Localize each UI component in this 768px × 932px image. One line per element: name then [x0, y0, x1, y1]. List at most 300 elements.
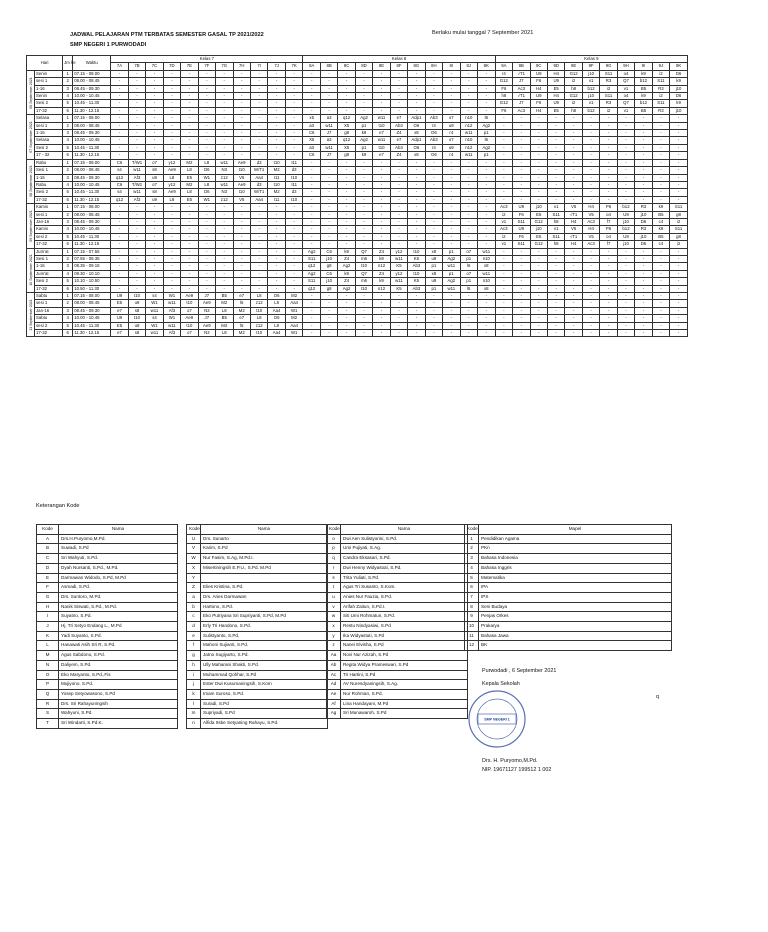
schedule-row: [27, 285, 688, 292]
schedule-cell: -: [128, 78, 145, 85]
schedule-cell: -: [582, 189, 599, 196]
schedule-cell: -: [198, 93, 215, 100]
period-number: 5: [63, 322, 73, 329]
schedule-cell: -: [111, 70, 128, 77]
code-value: Ac: [327, 670, 341, 680]
schedule-cell: L8: [216, 307, 233, 314]
schedule-cell: R3: [635, 204, 652, 211]
schedule-cell: b12: [635, 100, 652, 107]
schedule-cell: -: [128, 248, 145, 255]
schedule-cell: -: [320, 233, 337, 240]
code-row: [187, 660, 328, 670]
schedule-cell: -: [268, 226, 285, 233]
schedule-cell: -: [478, 307, 496, 314]
schedule-cell: p1: [443, 248, 460, 255]
period-number: 3: [63, 263, 73, 270]
schedule-cell: w11: [390, 255, 407, 262]
schedule-cell: -: [111, 255, 128, 262]
schedule-cell: -: [163, 278, 180, 285]
schedule-cell: O6: [268, 315, 285, 322]
schedule-cell: -: [268, 248, 285, 255]
schedule-cell: -: [355, 70, 372, 77]
code-value: W: [187, 554, 201, 564]
code-row: [37, 689, 178, 699]
schedule-cell: w11: [373, 115, 390, 122]
schedule-cell: M2: [216, 322, 233, 329]
schedule-cell: -: [111, 144, 128, 151]
schedule-cell: -: [652, 167, 669, 174]
code-value: H: [37, 602, 59, 612]
schedule-cell: T/W1: [128, 181, 145, 188]
schedule-cell: -: [652, 330, 669, 337]
schedule-cell: j10: [582, 93, 599, 100]
schedule-cell: -: [652, 137, 669, 144]
schedule-cell: Aa4: [285, 322, 303, 329]
schedule-cell: o7: [181, 330, 198, 337]
schedule-cell: x5: [303, 115, 320, 122]
day-date-label: 08 September 2021: [28, 165, 33, 198]
schedule-cell: m6: [355, 255, 372, 262]
schedule-cell: E5: [530, 233, 547, 240]
schedule-cell: -: [652, 248, 669, 255]
schedule-cell: -: [600, 315, 617, 322]
schedule-cell: -: [547, 137, 564, 144]
schedule-cell: j10: [617, 241, 634, 248]
schedule-cell: t10: [250, 307, 267, 314]
period-time: 10.50 - 11.30: [73, 285, 111, 292]
schedule-cell: u9: [128, 322, 145, 329]
code-value: 12: [465, 641, 479, 651]
code-name: Drs. Sri Rahayuningsih: [59, 699, 178, 709]
schedule-cell: w11: [443, 263, 460, 270]
code-value: q: [327, 554, 341, 564]
schedule-cell: -: [513, 293, 530, 300]
schedule-cell: s4: [111, 167, 128, 174]
class-header: 7D: [163, 63, 180, 70]
schedule-cell: -: [355, 226, 372, 233]
schedule-cell: G12: [565, 93, 582, 100]
code-row: [37, 602, 178, 612]
code-row: [327, 573, 468, 583]
class-header: 9I: [635, 63, 652, 70]
schedule-cell: -: [425, 322, 442, 329]
code-name: IPA: [479, 583, 672, 593]
class-header: 7G: [216, 63, 233, 70]
schedule-cell: -: [285, 263, 303, 270]
schedule-cell: -: [513, 144, 530, 151]
schedule-cell: -: [670, 278, 688, 285]
schedule-cell: a3: [303, 122, 320, 129]
schedule-cell: w11: [443, 285, 460, 292]
schedule-cell: n12: [373, 263, 390, 270]
schedule-cell: d3: [285, 189, 303, 196]
schedule-row: [27, 70, 688, 77]
schedule-cell: Af3: [163, 307, 180, 314]
code-value: B: [37, 544, 59, 554]
schedule-cell: t10: [250, 330, 267, 337]
schedule-cell: -: [250, 100, 267, 107]
schedule-cell: -: [198, 248, 215, 255]
schedule-cell: e7: [390, 115, 407, 122]
schedule-cell: -: [233, 78, 250, 85]
schedule-cell: -: [495, 300, 512, 307]
schedule-cell: -: [320, 181, 337, 188]
schedule-cell: -: [390, 204, 407, 211]
class-header: 9B: [513, 63, 530, 70]
schedule-cell: -: [565, 307, 582, 314]
schedule-cell: M2: [268, 189, 285, 196]
schedule-cell: -: [460, 174, 477, 181]
code-row: [327, 612, 468, 622]
schedule-cell: -: [425, 293, 442, 300]
code-value: 10: [465, 622, 479, 632]
schedule-cell: o4: [600, 211, 617, 218]
schedule-cell: -: [303, 85, 320, 92]
code-name: Siti Umi Rohmatun, S.Pd.: [341, 612, 468, 622]
schedule-cell: -: [198, 263, 215, 270]
schedule-cell: -: [478, 196, 496, 203]
schedule-cell: -: [617, 115, 634, 122]
schedule-cell: -: [478, 159, 496, 166]
code-row: [37, 573, 178, 583]
schedule-cell: -: [320, 211, 337, 218]
schedule-cell: -: [652, 152, 669, 159]
schedule-cell: -: [460, 241, 477, 248]
schedule-cell: j10: [635, 211, 652, 218]
schedule-cell: -: [128, 211, 145, 218]
schedule-cell: P6: [600, 226, 617, 233]
schedule-cell: -: [268, 278, 285, 285]
schedule-cell: -: [460, 330, 477, 337]
period-time: 11.30 - 12.15: [73, 196, 111, 203]
period-time: 07.15 - 08.00: [73, 204, 111, 211]
code-row: [187, 699, 328, 709]
schedule-cell: i2: [495, 211, 512, 218]
schedule-cell: -: [390, 330, 407, 337]
schedule-cell: M2: [181, 181, 198, 188]
schedule-cell: -: [285, 130, 303, 137]
schedule-cell: -: [390, 293, 407, 300]
schedule-cell: Ac3: [495, 226, 512, 233]
code-name: Trita Yuliati, S.Pd.: [341, 573, 468, 583]
schedule-cell: -: [565, 196, 582, 203]
schedule-cell: -: [181, 85, 198, 92]
schedule-cell: H4: [547, 93, 564, 100]
schedule-cell: E5: [181, 196, 198, 203]
schedule-cell: q12: [111, 174, 128, 181]
schedule-cell: q12: [338, 137, 355, 144]
schedule-cell: c4: [652, 218, 669, 225]
code-row: [327, 631, 468, 641]
class-header: 8A: [303, 63, 320, 70]
schedule-cell: s4: [111, 189, 128, 196]
schedule-cell: -: [111, 130, 128, 137]
code-name: Dyah Nursanti, S.Pd., M.Pd.: [59, 563, 178, 573]
session-label: Rabu: [35, 181, 63, 188]
schedule-cell: -: [216, 107, 233, 114]
schedule-cell: Aa4: [250, 174, 267, 181]
schedule-cell: -: [670, 307, 688, 314]
schedule-cell: -: [460, 211, 477, 218]
schedule-cell: -: [163, 211, 180, 218]
schedule-cell: -: [495, 322, 512, 329]
schedule-cell: -: [478, 233, 496, 240]
schedule-cell: -: [600, 159, 617, 166]
schedule-cell: R3: [652, 85, 669, 92]
schedule-cell: Z4: [338, 278, 355, 285]
schedule-cell: -: [233, 218, 250, 225]
schedule-cell: t10: [233, 189, 250, 196]
schedule-cell: -: [513, 315, 530, 322]
schedule-cell: -: [547, 300, 564, 307]
schedule-cell: -: [600, 248, 617, 255]
schedule-cell: -: [652, 159, 669, 166]
schedule-cell: t10: [268, 181, 285, 188]
schedule-cell: -: [547, 330, 564, 337]
schedule-cell: B5: [216, 293, 233, 300]
schedule-cell: Ac3: [582, 241, 599, 248]
schedule-cell: -: [146, 211, 163, 218]
schedule-cell: -: [565, 285, 582, 292]
schedule-cell: D6: [635, 218, 652, 225]
schedule-cell: -: [617, 196, 634, 203]
schedule-cell: -: [355, 293, 372, 300]
schedule-cell: -: [181, 218, 198, 225]
code-row: [465, 631, 672, 641]
schedule-cell: Ag2: [338, 263, 355, 270]
schedule-cell: -: [128, 85, 145, 92]
schedule-cell: -: [478, 174, 496, 181]
code-row: [327, 534, 468, 544]
schedule-cell: -: [250, 107, 267, 114]
schedule-cell: w11: [460, 130, 477, 137]
code-row: [37, 563, 178, 573]
schedule-table: [26, 55, 688, 337]
code-name: Erly Tri Handono, S.Pd.: [201, 622, 328, 632]
schedule-cell: -: [635, 278, 652, 285]
schedule-cell: H4: [582, 204, 599, 211]
schedule-cell: -: [216, 122, 233, 129]
schedule-cell: s8: [146, 189, 163, 196]
code-name: Drs.H.Puryomo,M.Pd.: [59, 534, 178, 544]
schedule-cell: J7: [513, 78, 530, 85]
schedule-cell: -: [530, 122, 547, 129]
schedule-cell: -: [408, 315, 425, 322]
schedule-cell: -: [670, 315, 688, 322]
code-name: Suwadi, S.Pd: [59, 544, 178, 554]
schedule-row: [27, 204, 688, 211]
code-row: [187, 641, 328, 651]
schedule-cell: W1: [146, 322, 163, 329]
schedule-cell: -: [670, 330, 688, 337]
schedule-cell: -: [513, 196, 530, 203]
code-value: N: [37, 660, 59, 670]
schedule-cell: -: [285, 107, 303, 114]
schedule-cell: -: [513, 248, 530, 255]
schedule-cell: -: [285, 152, 303, 159]
schedule-cell: -: [163, 107, 180, 114]
code-row: [327, 641, 468, 651]
period-time: 08.45 - 09.30: [73, 130, 111, 137]
code-row: [187, 534, 328, 544]
schedule-cell: -: [373, 196, 390, 203]
schedule-cell: -: [600, 167, 617, 174]
code-name: Lina Handayani, M.Pd: [341, 699, 468, 709]
schedule-cell: -: [600, 122, 617, 129]
schedule-cell: -: [635, 189, 652, 196]
schedule-cell: -: [320, 70, 337, 77]
schedule-cell: -: [303, 226, 320, 233]
code-row: [327, 709, 468, 719]
schedule-cell: N3: [198, 307, 215, 314]
schedule-cell: -: [408, 226, 425, 233]
schedule-cell: s8: [128, 307, 145, 314]
schedule-cell: -: [390, 196, 407, 203]
schedule-cell: E5: [111, 322, 128, 329]
schedule-cell: U9: [513, 204, 530, 211]
schedule-cell: -: [443, 167, 460, 174]
schedule-cell: -: [565, 115, 582, 122]
schedule-cell: -: [670, 130, 688, 137]
schedule-cell: -: [250, 226, 267, 233]
schedule-cell: -: [338, 307, 355, 314]
schedule-cell: -: [146, 233, 163, 240]
schedule-cell: -: [128, 100, 145, 107]
schedule-cell: -: [460, 196, 477, 203]
schedule-cell: W1: [146, 300, 163, 307]
period-time: 10.10 - 10.50: [73, 278, 111, 285]
code-value: L: [37, 641, 59, 651]
schedule-cell: w11: [146, 330, 163, 337]
code-row: [37, 719, 178, 729]
schedule-cell: M2: [285, 293, 303, 300]
schedule-cell: W1: [198, 174, 215, 181]
class-header: 8G: [408, 63, 425, 70]
signature-nip: NIP. 19671127 199512 1 002: [482, 767, 552, 773]
schedule-cell: Ag2: [355, 115, 372, 122]
schedule-cell: -: [670, 270, 688, 277]
schedule-cell: -: [128, 115, 145, 122]
code-value: f: [187, 641, 201, 651]
schedule-cell: -: [111, 278, 128, 285]
schedule-cell: -: [233, 233, 250, 240]
schedule-cell: n10: [478, 278, 496, 285]
header-kelas-8: Kelas 8: [303, 56, 495, 63]
code-value: C: [37, 554, 59, 564]
schedule-cell: p1: [425, 263, 442, 270]
period-time: 10.00 - 10.45: [73, 226, 111, 233]
schedule-cell: S11: [303, 278, 320, 285]
schedule-cell: -: [338, 167, 355, 174]
code-value: h: [187, 660, 201, 670]
schedule-cell: -: [425, 159, 442, 166]
schedule-cell: -: [530, 300, 547, 307]
schedule-cell: u9: [146, 174, 163, 181]
schedule-cell: g8: [338, 152, 355, 159]
schedule-cell: -: [111, 248, 128, 255]
schedule-cell: p1: [443, 270, 460, 277]
code-value: M: [37, 651, 59, 661]
schedule-cell: X5: [338, 144, 355, 151]
schedule-cell: -: [216, 85, 233, 92]
schedule-cell: j10: [670, 107, 688, 114]
code-header: Kode: [187, 525, 201, 535]
schedule-row: [27, 270, 688, 277]
schedule-cell: -: [233, 248, 250, 255]
schedule-cell: Ac3: [495, 204, 512, 211]
schedule-cell: -: [390, 107, 407, 114]
schedule-cell: L8: [198, 159, 215, 166]
schedule-cell: -: [460, 315, 477, 322]
code-name: Nanik Siswati, S.Pd., M.Pd.: [59, 602, 178, 612]
schedule-cell: -: [530, 322, 547, 329]
code-row: [37, 641, 178, 651]
session-label: 17-32: [35, 107, 63, 114]
schedule-cell: -: [320, 293, 337, 300]
schedule-cell: -: [513, 181, 530, 188]
session-label: sesi 2: [35, 233, 63, 240]
schedule-cell: -: [617, 263, 634, 270]
schedule-cell: Ag2: [478, 122, 496, 129]
schedule-cell: -: [128, 122, 145, 129]
schedule-cell: L8: [181, 167, 198, 174]
code-value: z: [327, 641, 341, 651]
schedule-cell: -: [652, 263, 669, 270]
schedule-cell: -: [268, 218, 285, 225]
schedule-cell: -: [443, 315, 460, 322]
period-time: 07.15 - 08.00: [73, 70, 111, 77]
schedule-cell: -: [285, 122, 303, 129]
schedule-cell: -: [268, 285, 285, 292]
schedule-cell: -: [635, 248, 652, 255]
period-time: 07.15 - 07.55: [73, 248, 111, 255]
session-label: Jum'at: [35, 270, 63, 277]
schedule-cell: -: [233, 100, 250, 107]
schedule-cell: -: [373, 315, 390, 322]
schedule-row: [27, 307, 688, 314]
signature-name-block: [482, 758, 551, 773]
schedule-cell: -: [635, 181, 652, 188]
schedule-cell: -: [390, 85, 407, 92]
schedule-cell: -: [547, 122, 564, 129]
schedule-cell: -: [198, 226, 215, 233]
schedule-cell: Q7: [355, 248, 372, 255]
schedule-cell: J7: [320, 152, 337, 159]
schedule-cell: -: [635, 144, 652, 151]
session-label: Sesi 1: [35, 167, 63, 174]
schedule-cell: S11: [513, 241, 530, 248]
code-value: 4: [465, 563, 479, 573]
period-number: 4: [63, 315, 73, 322]
code-name: Eko Putriyana Sri Supriyanti, S.Pd, M.Pd: [201, 612, 328, 622]
code-value: Z: [187, 583, 201, 593]
schedule-cell: -: [268, 263, 285, 270]
schedule-cell: -: [285, 100, 303, 107]
period-time: 11.30 - 12.15: [73, 330, 111, 337]
schedule-cell: -: [373, 241, 390, 248]
code-value: x: [327, 622, 341, 632]
schedule-cell: w11: [163, 300, 180, 307]
code-name: Imam Suroso, S.Pd.: [201, 689, 328, 699]
schedule-cell: J7: [198, 315, 215, 322]
code-name: Muhammad Qohhar, S.Pd: [201, 670, 328, 680]
schedule-cell: -: [460, 100, 477, 107]
code-row: [327, 583, 468, 593]
schedule-cell: -: [530, 181, 547, 188]
schedule-cell: H4: [582, 226, 599, 233]
schedule-cell: √T1: [513, 70, 530, 77]
period-number: 3: [63, 130, 73, 137]
